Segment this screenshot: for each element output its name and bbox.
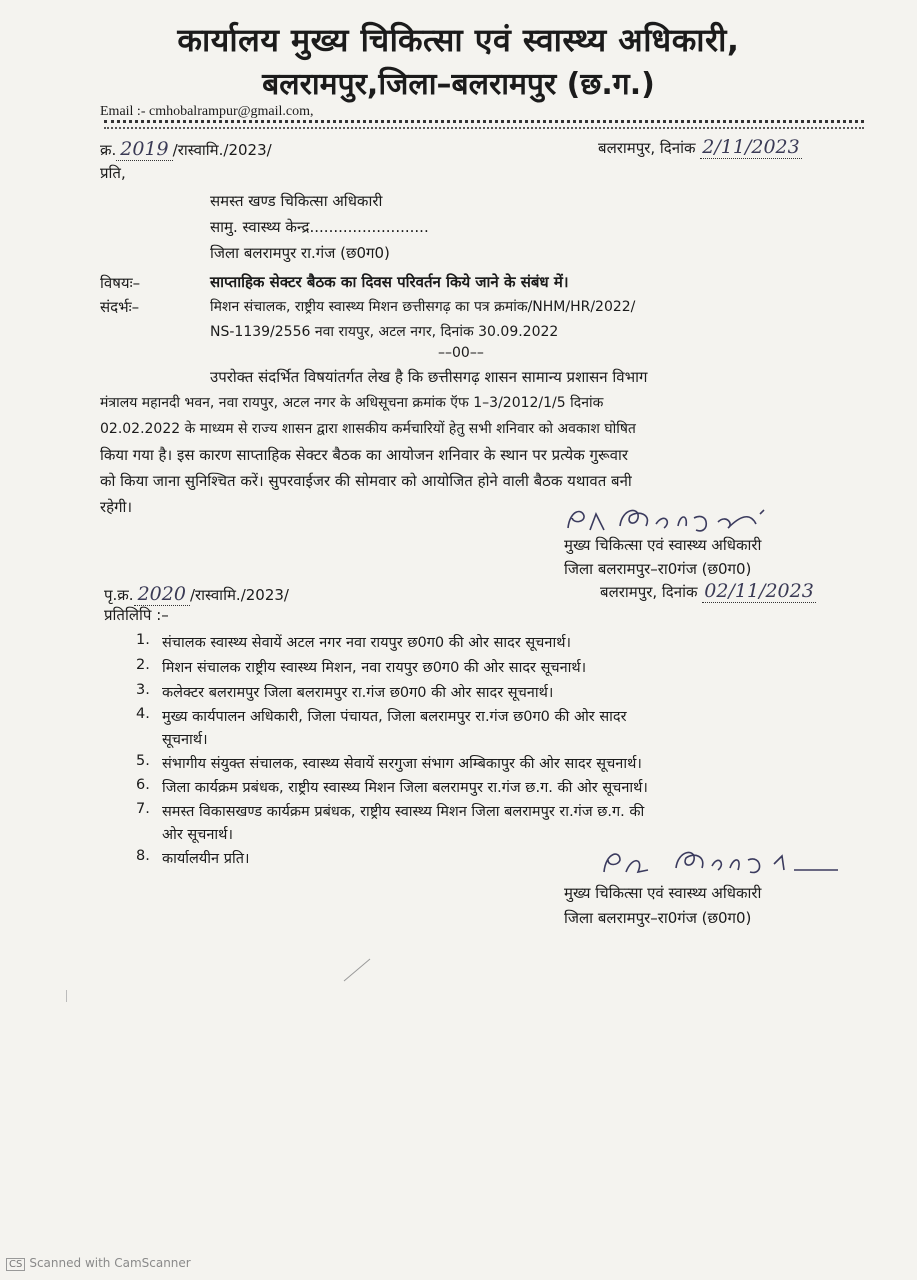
signature2-location: जिला बलरामपुर–रा0गंज (छ0ग0) [564, 909, 752, 927]
ref2-number [104, 583, 289, 605]
ref-date-label: बलरामपुर, दिनांक [598, 139, 696, 157]
copy-item-8-num: 8. [136, 848, 150, 864]
copy-item-6-text: जिला कार्यक्रम प्रबंधक, राष्ट्रीय स्वास्थ्य मिशन जिला बलरामपुर रा.गंज छ.ग. की ओर सूचनार्थ। [162, 780, 648, 796]
to-label: प्रति, [100, 164, 126, 182]
subject-text: साप्ताहिक सेक्टर बैठक का दिवस परिवर्तन किये जाने के संबंध में। [210, 273, 569, 291]
body-line2: मंत्रालय महानदी भवन, नवा रायपुर, अटल नगर के अधिसूचना क्रमांक ऍफ 1–3/2012/1/5 दिनांक [100, 395, 604, 411]
to-line2: सामु. स्वास्थ्य केन्द्र......................... [210, 218, 429, 236]
ref-date [598, 136, 802, 158]
ref-date-handwritten: 2/11/2023 [702, 136, 800, 158]
copy-item-2-text: मिशन संचालक राष्ट्रीय स्वास्थ्य मिशन, नवा रायपुर छ0ग0 की ओर सादर सूचनार्थ। [162, 660, 587, 676]
copy-item-3-num: 3. [136, 682, 150, 698]
body-line3: 02.02.2022 के माध्यम से राज्य शासन द्वारा शासकीय कर्मचारियों हेतु सभी शनिवार को अवकाश घोषित [100, 421, 636, 437]
office-title-line2: बलरामपुर,जिला–बलरामपुर (छ.ग.) [262, 67, 655, 102]
divider-dotted-secondary [104, 127, 864, 129]
signature1-designation: मुख्य चिकित्सा एवं स्वास्थ्य अधिकारी [564, 536, 762, 554]
body-line1: उपरोक्त संदर्भित विषयांतर्गत लेख है कि छत्तीसगढ़ शासन सामान्य प्रशासन विभाग [210, 368, 648, 386]
copy-item-4-text-cont: सूचनार्थ। [162, 732, 208, 748]
copy-item-2-num: 2. [136, 657, 150, 673]
copy-item-7-text: समस्त विकासखण्ड कार्यक्रम प्रबंधक, राष्ट्रीय स्वास्थ्य मिशन जिला बलरामपुर रा.गंज छ.ग. की [162, 804, 645, 820]
copy-item-4-num: 4. [136, 706, 150, 722]
body-line6: रहेगी। [100, 498, 133, 516]
ref2-date [600, 580, 816, 602]
scanner-watermark [6, 1256, 191, 1271]
copy-item-7-text-cont: ओर सूचनार्थ। [162, 827, 233, 843]
signature-2 [598, 842, 848, 882]
copy-item-4-text: मुख्य कार्यपालन अधिकारी, जिला पंचायत, जिला बलरामपुर रा.गंज छ0ग0 की ओर सादर [162, 709, 627, 725]
ref2-date-label: बलरामपुर, दिनांक [600, 583, 698, 601]
copy-label: प्रतिलिपि :– [104, 606, 169, 624]
ref2-number-handwritten: 2020 [134, 583, 190, 606]
to-line3: जिला बलरामपुर रा.गंज (छ0ग0) [210, 244, 390, 262]
copy-item-1-text: संचालक स्वास्थ्य सेवायें अटल नगर नवा रायपुर छ0ग0 की ओर सादर सूचनार्थ। [162, 635, 571, 651]
ref2-date-handwritten: 02/11/2023 [704, 580, 814, 602]
to-line1: समस्त खण्ड चिकित्सा अधिकारी [210, 192, 383, 210]
ref-number [100, 138, 272, 160]
ref-suffix: /रास्वामि./2023/ [172, 141, 272, 159]
copy-item-5-num: 5. [136, 753, 150, 769]
reference-line1: मिशन संचालक, राष्ट्रीय स्वास्थ्य मिशन छत्तीसगढ़ का पत्र क्रमांक/NHM/HR/2022/ [210, 299, 636, 315]
ref-number-handwritten: 2019 [116, 138, 172, 161]
ref-prefix: क्र. [100, 141, 117, 159]
signature1-location: जिला बलरामपुर–रा0गंज (छ0ग0) [564, 560, 752, 578]
copy-item-1-num: 1. [136, 632, 150, 648]
body-paragraph [100, 364, 850, 520]
copy-item-6-num: 6. [136, 777, 150, 793]
signature2-designation: मुख्य चिकित्सा एवं स्वास्थ्य अधिकारी [564, 884, 762, 902]
scanner-text: Scanned with CamScanner [29, 1256, 191, 1270]
copy-item-8-text: कार्यालयीन प्रति। [162, 851, 250, 867]
copy-item-7-num: 7. [136, 801, 150, 817]
subject-label: विषयः– [100, 274, 141, 292]
body-line5: को किया जाना सुनिश्चित करें। सुपरवाईजर की सोमवार को आयोजित होने वाली बैठक यथावत बनी [100, 472, 632, 490]
reference-separator: ––00–– [438, 345, 484, 361]
divider-dotted [104, 120, 864, 123]
camscanner-logo: CS [6, 1258, 25, 1271]
signature-1 [560, 500, 810, 540]
office-title-line1: कार्यालय मुख्य चिकित्सा एवं स्वास्थ्य अधिकारी, [177, 21, 740, 59]
copy-item-5-text: संभागीय संयुक्त संचालक, स्वास्थ्य सेवायें सरगुजा संभाग अम्बिकापुर की ओर सादर सूचनार्थ। [162, 756, 642, 772]
ref2-suffix: /रास्वामि./2023/ [189, 586, 289, 604]
scan-speck [66, 990, 67, 1002]
scan-mark [340, 955, 380, 985]
reference-line2: NS-1139/2556 नवा रायपुर, अटल नगर, दिनांक 30.09.2022 [210, 324, 559, 340]
body-line4: किया गया है। इस कारण साप्ताहिक सेक्टर बैठक का आयोजन शनिवार के स्थान पर प्रत्येक गुरूवार [100, 446, 628, 464]
ref2-prefix: पृ.क्र. [104, 586, 134, 604]
reference-label: संदर्भः– [100, 298, 140, 316]
copy-item-3-text: कलेक्टर बलरामपुर जिला बलरामपुर रा.गंज छ0ग0 की ओर सादर सूचनार्थ। [162, 685, 554, 701]
email-line: Email :- cmhobalrampur@gmail.com, [100, 104, 314, 119]
